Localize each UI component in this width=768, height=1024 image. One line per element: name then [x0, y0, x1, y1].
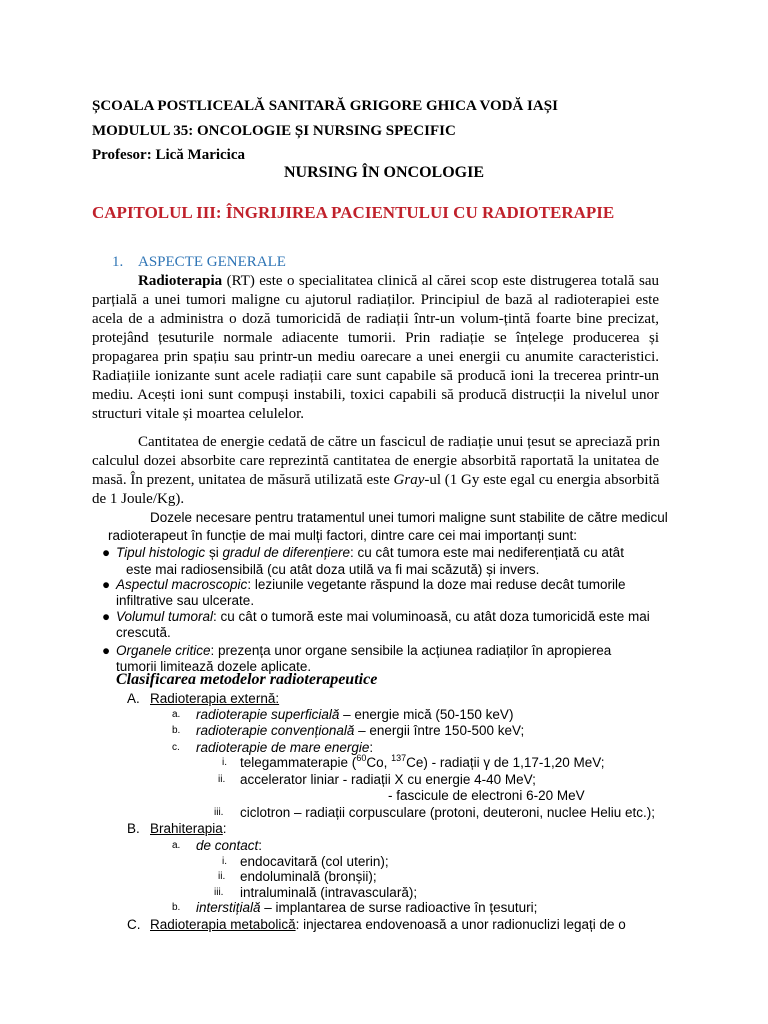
bullet-icon: ● — [102, 577, 111, 592]
list-marker: c. — [172, 742, 180, 753]
bullet-icon: ● — [102, 545, 111, 560]
list-item: intraluminală (intravasculară); — [240, 885, 418, 900]
list-marker-b: B. — [127, 821, 140, 836]
para2-line-3: masă. În prezent, unitatea de măsură utilizată este Gray-ul (1 Gy este egal cu energia absorbită — [92, 472, 660, 488]
para3-line-2: radioterapeut în funcție de mai mulți factori, dintre care cei mai importanți sunt: — [108, 528, 577, 543]
list-marker: a. — [172, 840, 181, 851]
external-radiotherapy-label: Radioterapia externă: — [150, 691, 280, 706]
list-marker: ii. — [218, 774, 226, 785]
bullet-icon: ● — [102, 609, 111, 624]
bullet-4-line-1: Organele critice: prezența unor organe sensibile la acțiunea radiaților în apropierea — [116, 643, 612, 658]
list-item: radioterapie superficială – energie mică (50-150 keV) — [196, 707, 514, 722]
list-item: radioterapie convențională – energii între 150-500 keV; — [196, 723, 525, 738]
para1-line-3: acela de a administra o doză tumoricidă de radiații într-un volum-țintă foarte bine precizat, — [92, 311, 659, 327]
bullet-3-line-2: crescută. — [116, 625, 171, 640]
para2-line-4: de 1 Joule/Kg). — [92, 491, 185, 507]
bullet-icon: ● — [102, 643, 111, 658]
teacher-label: Profesor: — [92, 147, 152, 163]
list-item: interstițială – implantarea de surse radioactive în țesuturi; — [196, 900, 538, 915]
section-number: 1. — [112, 254, 124, 270]
para3-line-1: Dozele necesare pentru tratamentul unei tumori maligne sunt stabilite de către medicul — [150, 510, 668, 525]
page-title: NURSING ÎN ONCOLOGIE — [283, 164, 485, 181]
para1-line-7: mediu. Acești ioni sunt compuși instabili, toxici capabili să producă distrucții la nivelul unor — [92, 387, 659, 403]
bullet-3-line-1: Volumul tumoral: cu cât o tumoră este mai voluminoasă, cu atât doza tumoricidă este mai — [116, 609, 650, 624]
classification-heading: Clasificarea metodelor radioterapeutice — [116, 671, 378, 688]
section-heading: ASPECTE GENERALE — [138, 254, 286, 270]
bullet-2-line-1: Aspectul macroscopic: leziunile vegetante răspund la doze mai reduse decât tumorile — [116, 577, 626, 592]
module-title: MODULUL 35: ONCOLOGIE ȘI NURSING SPECIFIC — [92, 123, 456, 139]
list-item: endoluminală (bronșii); — [240, 869, 377, 884]
list-item: ciclotron – radiații corpusculare (protoni, deuteroni, nuclee Heliu etc.); — [240, 805, 655, 820]
bullet-2-line-2: infiltrative sau ulcerate. — [116, 593, 255, 608]
para1-line-5: propagarea prin spațiu sau printr-un mediu oarecare a unei energii cu anumite caracteristici. — [92, 349, 659, 365]
para1-line-1: Radioterapia (RT) este o specialitatea clinică al cărei scop este distrugerea totală sau — [138, 273, 659, 289]
list-marker: i. — [222, 757, 227, 768]
list-item: radioterapie de mare energie: — [196, 740, 374, 755]
school-name: ȘCOALA POSTLICEALĂ SANITARĂ GRIGORE GHICA VODĂ IAȘI — [92, 98, 558, 114]
list-marker: b. — [172, 725, 181, 736]
list-marker-a: A. — [127, 691, 140, 706]
para1-line-6: Radiațiile ionizante sunt acele radiații care sunt capabile să producă ioni la trecerea printr-un — [92, 368, 659, 384]
list-item: accelerator liniar - radiații X cu energie 4-40 MeV; — [240, 772, 536, 787]
para2-line-2: calculul dozei absorbite care reprezintă cantitatea de energie absorbită raportată la unitatea de — [92, 453, 659, 469]
list-item: de contact: — [196, 838, 263, 853]
list-marker: iii. — [214, 807, 224, 818]
list-marker: i. — [222, 856, 227, 867]
list-marker: b. — [172, 902, 181, 913]
teacher-name: Lică Maricica — [155, 147, 245, 163]
bullet-1-line-2: este mai radiosensibilă (cu atât doza utilă va fi mai scăzută) și invers. — [126, 562, 540, 577]
para1-line-4: protejând țesuturile normale adiacente tumorii. Prin radiație se înțelege producerea și — [92, 330, 659, 346]
list-marker: a. — [172, 709, 181, 720]
para1-line-2: parțială a unei tumori maligne cu ajutorul radiaților. Principiul de bază al radioterapiei este — [92, 292, 659, 308]
para1-line-8: structuri vitale și moartea celulelor. — [92, 406, 305, 422]
brachytherapy-label: Brahiterapia: — [150, 821, 227, 836]
list-item: telegammaterapie ($^{60}$Co, $^{137}$Ce) - radiații γ de 1,17-1,20 MeV; — [240, 753, 605, 770]
para2-line-1: Cantitatea de energie cedată de către un fascicul de radiație unui țesut se apreciază prin — [138, 434, 660, 450]
list-item: endocavitară (col uterin); — [240, 854, 389, 869]
chapter-title: CAPITOLUL III: ÎNGRIJIREA PACIENTULUI CU RADIOTERAPIE — [92, 203, 615, 222]
list-marker-c: C. — [127, 917, 141, 932]
list-marker: ii. — [218, 871, 226, 882]
list-marker: iii. — [214, 887, 224, 898]
list-item: - fascicule de electroni 6-20 MeV — [388, 788, 585, 803]
bullet-4-line-2: tumorii limitează dozele aplicate. — [116, 659, 312, 674]
gray-unit: Gray — [393, 472, 425, 488]
teacher-line — [92, 146, 245, 164]
bullet-1-line-1: Tipul histologic și gradul de diferențiere: cu cât tumora este mai nediferențiată cu atât — [116, 545, 624, 560]
para1-term: Radioterapia — [138, 273, 223, 289]
metabolic-radiotherapy-line: Radioterapia metabolică: injectarea endovenoasă a unor radionuclizi legați de o — [150, 917, 626, 932]
